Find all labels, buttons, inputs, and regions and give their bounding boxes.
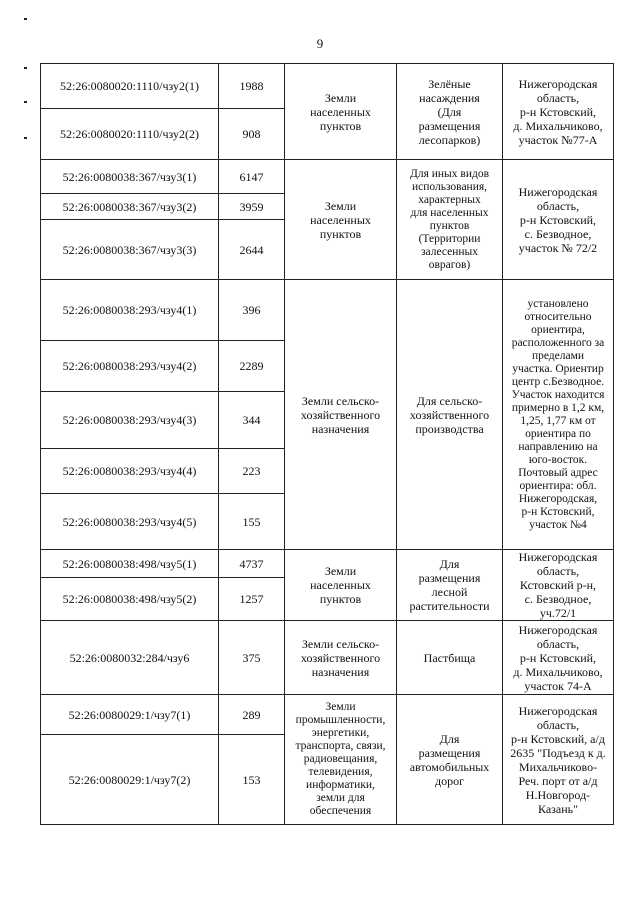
land-category: Земли населенных пунктов xyxy=(285,550,397,621)
cadastral-number: 52:26:0080038:367/чзу3(3) xyxy=(41,220,219,280)
area-value: 289 xyxy=(219,695,285,735)
area-value: 4737 xyxy=(219,550,285,578)
land-plots-table xyxy=(40,63,614,825)
cadastral-number: 52:26:0080038:498/чзу5(1) xyxy=(41,550,219,578)
area-value: 1988 xyxy=(219,64,285,109)
table-row xyxy=(41,550,614,578)
cadastral-number: 52:26:0080038:293/чзу4(1) xyxy=(41,280,219,341)
cadastral-number: 52:26:0080038:367/чзу3(2) xyxy=(41,194,219,220)
area-value: 2644 xyxy=(219,220,285,280)
area-value: 908 xyxy=(219,109,285,160)
cadastral-number: 52:26:0080020:1110/чзу2(2) xyxy=(41,109,219,160)
margin-mark xyxy=(24,137,27,139)
cadastral-number: 52:26:0080038:498/чзу5(2) xyxy=(41,578,219,621)
address: Нижегородская область, р-н Кстовский, д. Михальчиково, участок №77-А xyxy=(503,64,614,160)
cadastral-number: 52:26:0080032:284/чзу6 xyxy=(41,621,219,695)
permitted-use: Для иных видов использования, характерных для населенных пунктов (Территории залесенных оврагов) xyxy=(397,160,503,280)
permitted-use: Для размещения лесной растительности xyxy=(397,550,503,621)
area-value: 344 xyxy=(219,392,285,449)
area-value: 3959 xyxy=(219,194,285,220)
area-value: 223 xyxy=(219,449,285,494)
cadastral-number: 52:26:0080020:1110/чзу2(1) xyxy=(41,64,219,109)
margin-mark xyxy=(24,101,27,103)
table-row xyxy=(41,695,614,735)
margin-mark xyxy=(24,67,27,69)
land-category: Земли сельско- хозяйственного назначения xyxy=(285,280,397,550)
permitted-use: Зелёные насаждения (Для размещения лесопарков) xyxy=(397,64,503,160)
area-value: 6147 xyxy=(219,160,285,194)
table-row xyxy=(41,621,614,695)
address: Нижегородская область, р-н Кстовский, а/д 2635 "Подъезд к д. Михальчиково- Реч. порт от а/д Н.Новгород- Казань" xyxy=(503,695,614,825)
cadastral-number: 52:26:0080038:293/чзу4(4) xyxy=(41,449,219,494)
area-value: 396 xyxy=(219,280,285,341)
area-value: 153 xyxy=(219,735,285,825)
cadastral-number: 52:26:0080029:1/чзу7(2) xyxy=(41,735,219,825)
address: Нижегородская область, Кстовский р-н, с. Безводное, уч.72/1 xyxy=(503,550,614,621)
permitted-use: Пастбища xyxy=(397,621,503,695)
address: Нижегородская область, р-н Кстовский, д. Михальчиково, участок 74-А xyxy=(503,621,614,695)
cadastral-number: 52:26:0080038:367/чзу3(1) xyxy=(41,160,219,194)
address: Нижегородская область, р-н Кстовский, с. Безводное, участок № 72/2 xyxy=(503,160,614,280)
permitted-use: Для сельско- хозяйственного производства xyxy=(397,280,503,550)
land-category: Земли населенных пунктов xyxy=(285,64,397,160)
cadastral-number: 52:26:0080038:293/чзу4(3) xyxy=(41,392,219,449)
table-row xyxy=(41,160,614,194)
area-value: 155 xyxy=(219,494,285,550)
cadastral-number: 52:26:0080038:293/чзу4(5) xyxy=(41,494,219,550)
area-value: 1257 xyxy=(219,578,285,621)
page-number: 9 xyxy=(316,36,324,51)
land-category: Земли промышленности, энергетики, транспорта, связи, радиовещания, телевидения, информатики, земли для обеспечения xyxy=(285,695,397,825)
area-value: 2289 xyxy=(219,341,285,392)
table-row xyxy=(41,280,614,341)
address: установлено относительно ориентира, расположенного за пределами участка. Ориентир центр с.Безводное. Участок находится примерно в 1,2 км, 1,25, 1,77 км от ориентира по направлению на юго-восток. Почтовый адрес ориентира: обл. Нижегородская, р-н Кстовский, участок №4 xyxy=(503,280,614,550)
permitted-use: Для размещения автомобильных дорог xyxy=(397,695,503,825)
cadastral-number: 52:26:0080038:293/чзу4(2) xyxy=(41,341,219,392)
cadastral-number: 52:26:0080029:1/чзу7(1) xyxy=(41,695,219,735)
land-category: Земли населенных пунктов xyxy=(285,160,397,280)
land-category: Земли сельско- хозяйственного назначения xyxy=(285,621,397,695)
area-value: 375 xyxy=(219,621,285,695)
margin-mark xyxy=(24,18,27,20)
table-row xyxy=(41,64,614,109)
